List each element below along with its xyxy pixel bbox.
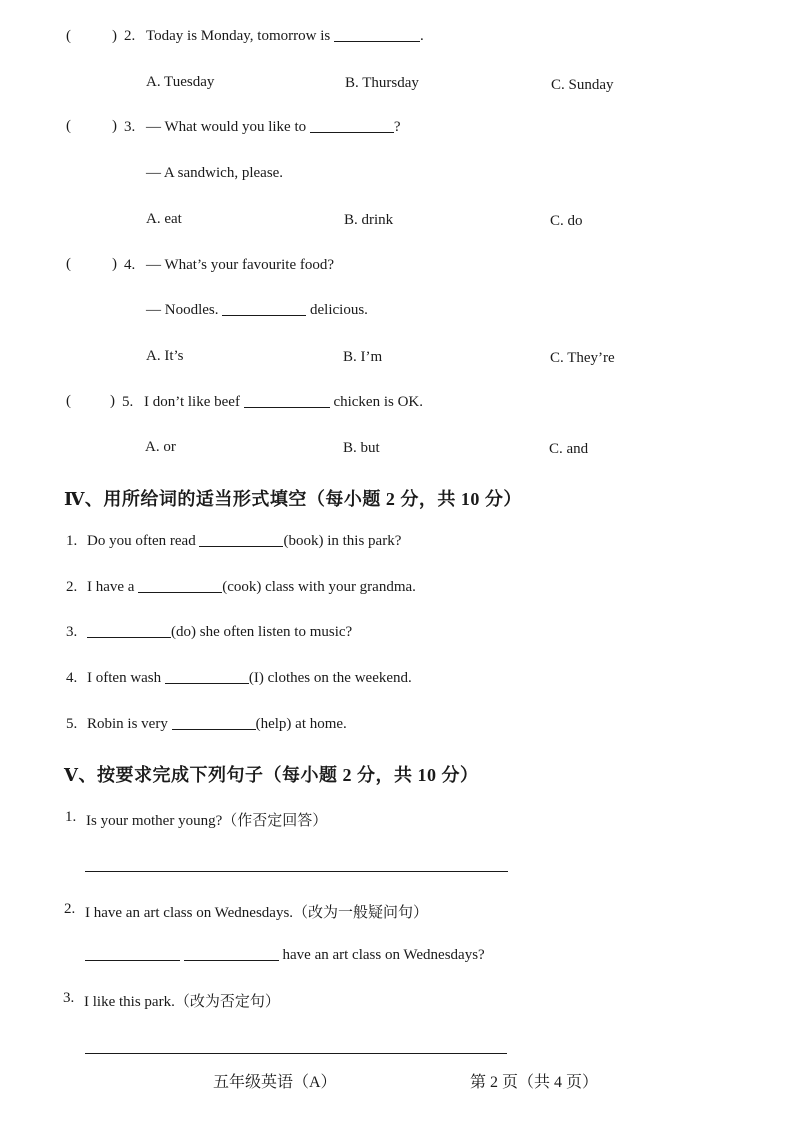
question-number: 2.: [124, 28, 136, 44]
option-c: C. Sunday: [551, 77, 614, 93]
answer-row-text: have an art class on Wednesdays?: [282, 947, 485, 963]
section-5-title: Ⅴ、按要求完成下列句子（每小题 2 分，共 10 分）: [64, 765, 479, 785]
item-text: Is your mother young?（作否定回答）: [86, 813, 328, 829]
item-text-before: I often wash: [87, 670, 162, 686]
answer-bracket-open: (: [66, 118, 71, 134]
question-number: 3.: [124, 119, 136, 135]
item-text-after: (cook) class with your grandma.: [222, 579, 416, 595]
item-text: I have an art class on Wednesdays.（改为一般疑问句）: [85, 905, 429, 921]
answer-blank: [310, 120, 394, 133]
item-number: 3.: [66, 624, 78, 640]
stem-text: Today is Monday, tomorrow is: [146, 28, 331, 44]
item-text-before: I have a: [87, 579, 135, 595]
option-b: B. Thursday: [345, 75, 419, 91]
answer-blank: [222, 303, 306, 316]
answer-blank: [172, 717, 256, 730]
answer-bracket-open: (: [66, 256, 71, 272]
stem-text-end: .: [419, 28, 424, 44]
option-a: A. It’s: [146, 348, 184, 364]
item-number: 1.: [65, 809, 77, 825]
option-c: C. do: [550, 213, 583, 229]
question-stem: — What’s your favourite food?: [146, 257, 335, 273]
question-number: 4.: [124, 257, 136, 273]
section-4-title: Ⅳ、用所给词的适当形式填空（每小题 2 分，共 10 分）: [64, 489, 522, 509]
answer-blank: [184, 948, 279, 961]
item-text: [87, 670, 412, 687]
answer-blank: [244, 395, 330, 408]
item-text: [87, 624, 352, 641]
answer-line: [85, 1053, 507, 1054]
footer-subject: 五年级英语（A）: [213, 1074, 337, 1091]
stem-text: — Noodles.: [146, 302, 219, 318]
option-c: C. They’re: [550, 350, 615, 366]
answer-blank: [85, 948, 180, 961]
answer-bracket-close: ): [112, 256, 117, 272]
item-text-after: (do) she often listen to music?: [171, 624, 353, 640]
answer-bracket-open: (: [66, 393, 71, 409]
item-text: [87, 716, 347, 733]
answer-blank: [165, 671, 249, 684]
option-a: A. or: [145, 439, 176, 455]
item-text: [87, 533, 401, 550]
footer-page-number: 第 2 页（共 4 页）: [470, 1074, 599, 1091]
option-a: A. eat: [146, 211, 182, 227]
stem-text-end: chicken is OK.: [333, 394, 424, 410]
item-text: [87, 579, 416, 596]
item-text-after: (book) in this park?: [283, 533, 402, 549]
question-number: 5.: [122, 394, 134, 410]
answer-bracket-close: ): [112, 118, 117, 134]
question-stem: [146, 119, 401, 136]
stem-text-end: ?: [393, 119, 401, 135]
option-b: B. but: [343, 440, 380, 456]
answer-bracket-close: ): [110, 393, 115, 409]
item-text: I like this park.（改为否定句）: [84, 994, 280, 1010]
answer-bracket-close: ): [112, 28, 117, 44]
response-line: [146, 302, 368, 319]
answer-blank: [199, 534, 283, 547]
answer-blank: [87, 625, 171, 638]
item-text-after: (I) clothes on the weekend.: [248, 670, 412, 686]
option-b: B. drink: [344, 212, 394, 228]
option-a: A. Tuesday: [146, 74, 215, 90]
item-number: 5.: [66, 716, 78, 732]
item-number: 2.: [66, 579, 78, 595]
answer-blank: [334, 29, 420, 42]
response-line: — A sandwich, please.: [146, 165, 284, 181]
option-c: C. and: [549, 441, 589, 457]
item-number: 1.: [66, 533, 78, 549]
option-b: B. I’m: [343, 349, 383, 365]
question-stem: [144, 394, 423, 411]
stem-text: — What would you like to: [146, 119, 307, 135]
stem-text-end: delicious.: [310, 302, 368, 318]
answer-line: [85, 871, 508, 872]
item-text-after: (help) at home.: [255, 716, 347, 732]
answer-row: [85, 947, 485, 964]
item-text-before: Do you often read: [87, 533, 196, 549]
item-text-before: Robin is very: [87, 716, 168, 732]
answer-bracket-open: (: [66, 28, 71, 44]
item-number: 4.: [66, 670, 78, 686]
stem-text: I don’t like beef: [144, 394, 240, 410]
answer-blank: [138, 580, 222, 593]
item-number: 3.: [63, 990, 75, 1006]
question-stem: [146, 28, 424, 45]
item-number: 2.: [64, 901, 76, 917]
